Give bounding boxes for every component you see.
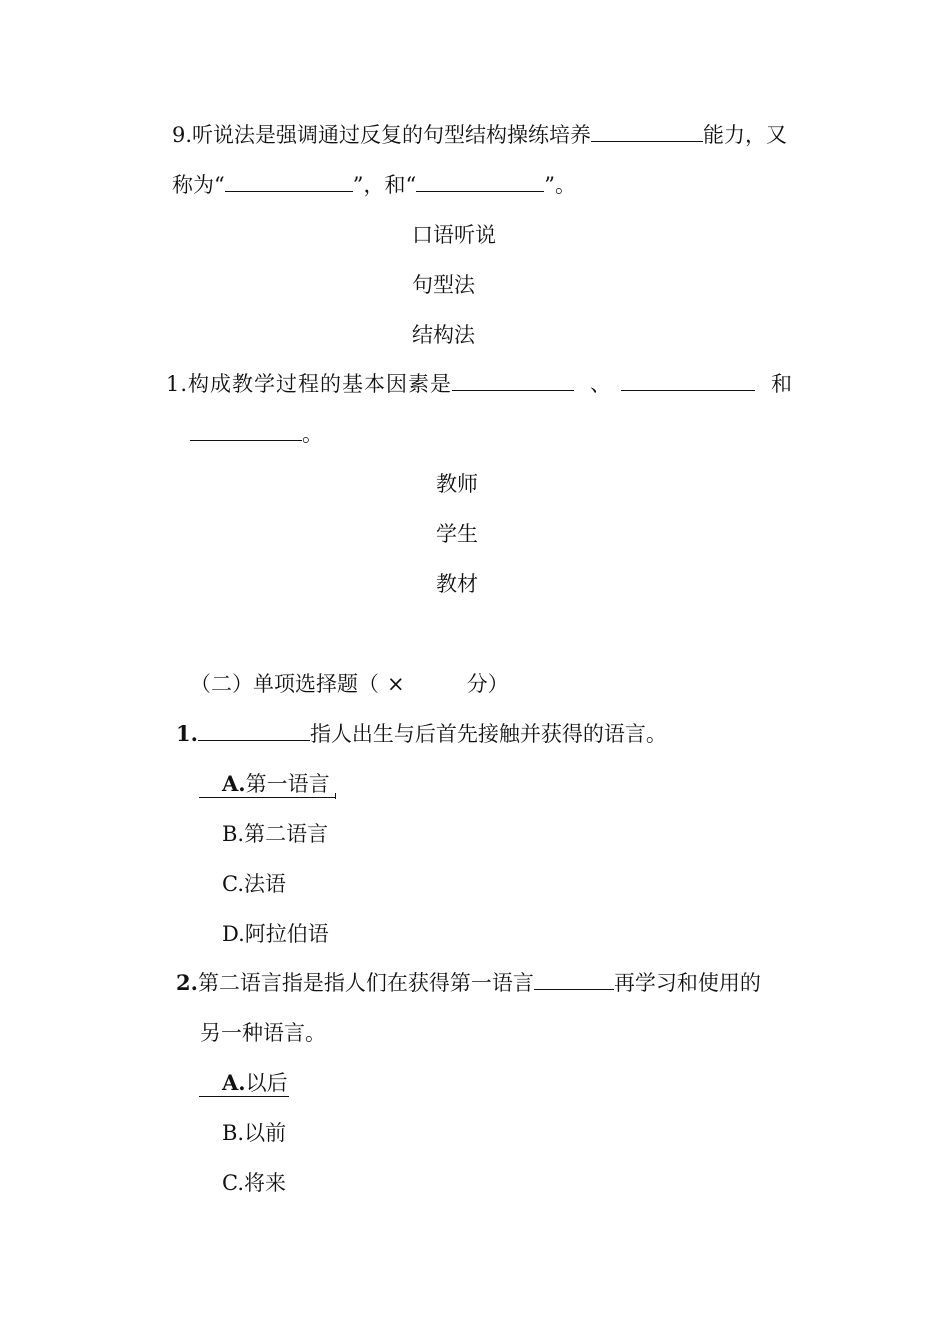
q1-fill-blank-1: [452, 370, 574, 391]
section-heading-b: 分）: [466, 672, 509, 696]
q9-answer-1: 口语听说: [412, 223, 496, 247]
mc2-option-b-letter: B.: [222, 1121, 245, 1145]
mc2-option-b: [222, 1118, 286, 1148]
mc2-option-c: [222, 1168, 286, 1198]
mc1-blank: [198, 720, 310, 741]
mc2-option-a: [222, 1068, 288, 1098]
q9-text-d: ”，和“: [352, 173, 417, 197]
mc2-num: 2.: [176, 970, 198, 995]
mc2-stem-line-1: [176, 968, 761, 998]
mc1-answer-underline: [199, 797, 335, 798]
q1-fill-blank-2: [621, 370, 755, 391]
q9-answer-2: 句型法: [412, 273, 475, 297]
mc2-option-c-letter: C.: [222, 1171, 244, 1195]
q1-fill-end: 。: [302, 422, 323, 446]
mc1-option-a: [222, 769, 330, 799]
mc1-answer-underline-tick: [335, 793, 336, 799]
q1-fill-line-2: [190, 419, 323, 449]
q9-line-2: [172, 170, 576, 200]
q9-text-a: 9.听说法是强调通过反复的句型结构操练培养: [172, 123, 592, 147]
mc1-option-b-letter: B.: [222, 822, 245, 846]
mc2-option-a-text: 以后: [245, 1071, 288, 1095]
q9-blank-1: [591, 121, 703, 142]
section-heading: [190, 669, 509, 699]
q9-text-e: ”。: [544, 173, 576, 197]
mc2-option-c-text: 将来: [244, 1171, 286, 1195]
mc1-option-c-text: 法语: [244, 872, 286, 896]
mc1-option-a-text: 第一语言: [245, 772, 330, 796]
section-heading-x: ×: [387, 672, 405, 696]
mc1-stem-text: 指人出生与后首先接触并获得的语言。: [309, 722, 667, 746]
mc2-stem-text-b: 再学习和使用的: [613, 971, 761, 995]
q9-answer-3: 结构法: [412, 323, 475, 347]
q1-fill-answer-1: 教师: [436, 472, 478, 496]
mc1-stem: [176, 719, 667, 749]
q9-text-b: 能力，又: [703, 123, 788, 147]
mc1-option-c: [222, 869, 286, 899]
q9-blank-2: [225, 171, 353, 192]
q1-fill-sep: 、: [590, 372, 612, 396]
mc1-option-d-text: 阿拉伯语: [244, 922, 329, 946]
q9-text-c: 称为“: [172, 173, 225, 197]
q1-fill-blank-3: [190, 420, 302, 441]
mc2-option-b-text: 以前: [244, 1121, 287, 1145]
mc2-blank: [534, 969, 614, 990]
q9-blank-3: [416, 171, 544, 192]
mc1-option-b-text: 第二语言: [244, 822, 329, 846]
q1-fill-text-a: 1.构成教学过程的基本因素是: [166, 372, 453, 396]
mc2-stem-text-a: 第二语言指是指人们在获得第一语言: [197, 971, 534, 995]
section-heading-a: （二）单项选择题（: [190, 672, 379, 696]
q1-fill-line-1: [166, 369, 792, 399]
q1-fill-and: 和: [771, 372, 793, 396]
mc1-option-c-letter: C.: [222, 872, 244, 896]
q1-fill-answer-2: 学生: [436, 522, 478, 546]
mc2-stem-line-2: 另一种语言。: [200, 1021, 326, 1045]
mc1-option-b: [222, 819, 328, 849]
mc2-option-a-letter: A.: [222, 1070, 246, 1095]
mc1-option-d-letter: D.: [222, 922, 245, 946]
mc1-option-d: [222, 919, 329, 949]
q1-fill-answer-3: 教材: [436, 572, 478, 596]
mc2-answer-underline: [199, 1096, 289, 1097]
mc1-num: 1.: [176, 721, 198, 746]
q9-line-1: [172, 120, 787, 150]
mc1-option-a-letter: A.: [222, 771, 246, 796]
